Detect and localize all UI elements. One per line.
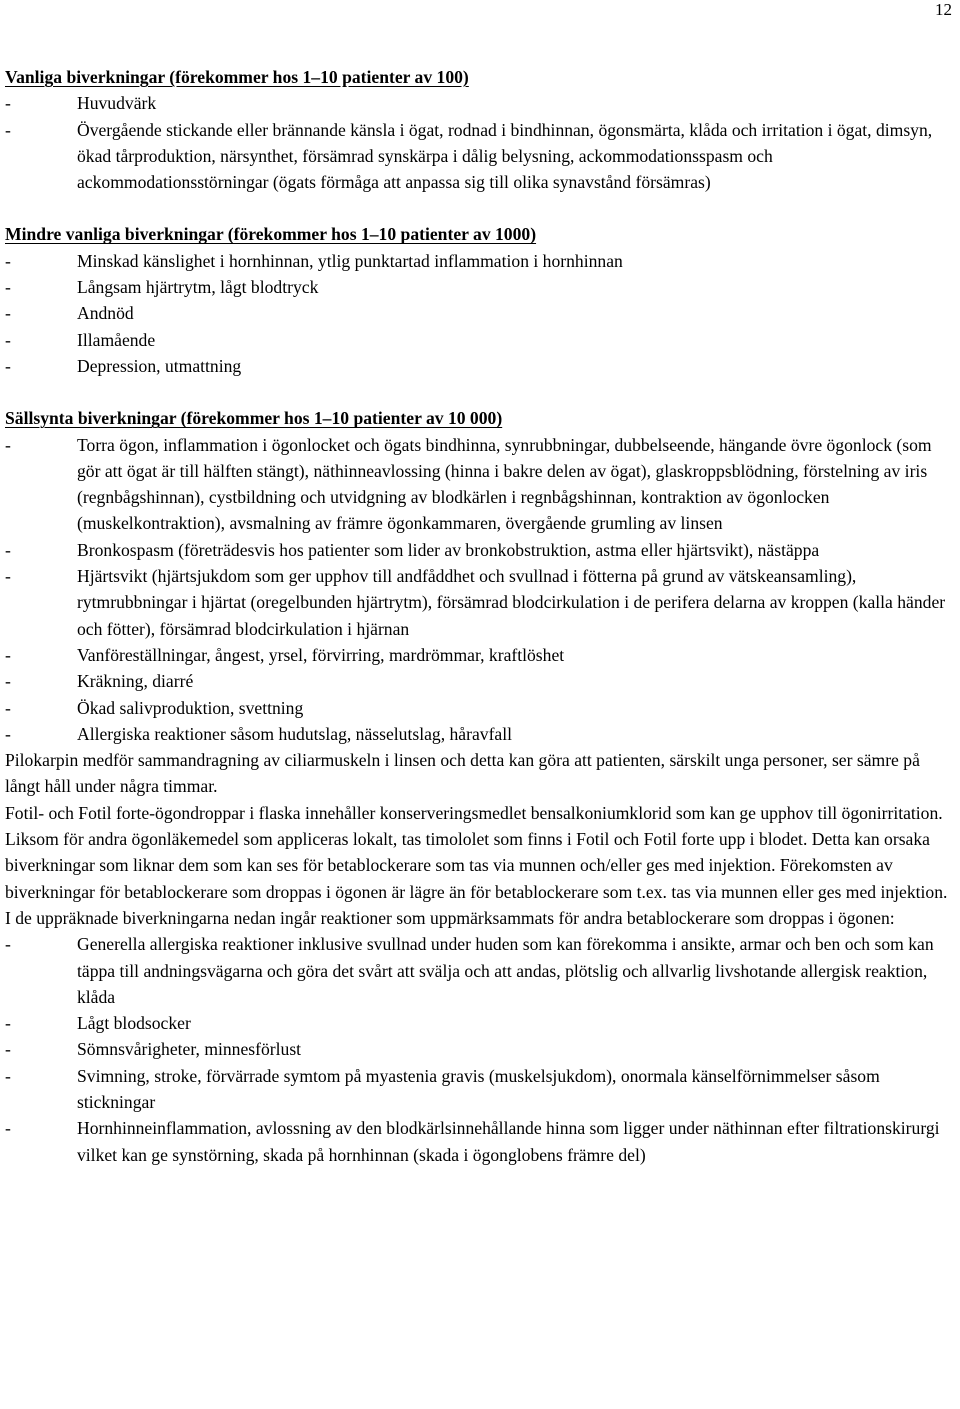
side-effect-list xyxy=(5,432,951,748)
list-item: - Minskad känslighet i hornhinnan, ytlig punktartad inflammation i hornhinnan xyxy=(5,248,951,274)
list-item: - Allergiska reaktioner såsom hudutslag, nässelutslag, håravfall xyxy=(5,721,951,747)
list-item: - Torra ögon, inflammation i ögonlocket och ögats bindhinna, synrubbningar, dubbelseende, hängande övre ögonlock (som gör att ögat är till hälften stängt), näthinneavlossing (hinna i bakre delen av ögat), glaskroppsblödning, förstelning av iris (regnbågshinnan), cystbildning och utvidgning av blodkärlen i regnbågshinnan, kontraktion av ögonlocken (muskelkontraktion), avsmalning av främre ögonkammaren, övergående grumling av linsen xyxy=(5,432,951,537)
list-item: - Bronkospasm (företrädesvis hos patienter som lider av bronkobstruktion, astma eller hjärtsvikt), nästäppa xyxy=(5,537,951,563)
list-item: - Vanföreställningar, ångest, yrsel, förvirring, mardrömmar, kraftlöshet xyxy=(5,642,951,668)
list-item: - Svimning, stroke, förvärrade symtom på myastenia gravis (muskelsjukdom), onormala känselförnimmelser såsom stickningar xyxy=(5,1063,951,1116)
section-uncommon-side-effects xyxy=(5,221,951,379)
section-common-side-effects xyxy=(5,64,951,195)
list-item: - Övergående stickande eller brännande känsla i ögat, rodnad i bindhinnan, ögonsmärta, klåda och irritation i ögat, dimsyn, ökad tårproduktion, närsynthet, försämrad synskärpa i dålig belysning, ackommodationsspasm och ackommodationsstörningar (ögats förmåga att anpassa sig till olika synavstånd försämras) xyxy=(5,117,951,196)
list-item: - Generella allergiska reaktioner inklusive svullnad under huden som kan förekomma i ansikte, armar och ben och som kan täppa till andningsvägarna och göra det svårt att svälja och att andas, plötslig och allvarlig livshotande allergisk reaktion, klåda xyxy=(5,931,951,1010)
section-heading: Vanliga biverkningar (förekommer hos 1–10 patienter av 100) xyxy=(5,67,469,87)
section-rare-side-effects xyxy=(5,405,951,747)
list-item: - Långsam hjärtrytm, lågt blodtryck xyxy=(5,274,951,300)
section-heading: Mindre vanliga biverkningar (förekommer hos 1–10 patienter av 1000) xyxy=(5,224,537,245)
betablocker-side-effect-list xyxy=(5,931,951,1168)
list-item: - Hjärtsvikt (hjärtsjukdom som ger upphov till andfåddhet och svullnad i fötterna på grund av vätskeansamling), rytmrubbningar i hjärtat (oregelbunden hjärtrytm), försämrad blodcirkulation i de perifera delarna av kroppen (kalla händer och fötter), försämrad blodcirkulation i hjärnan xyxy=(5,563,951,642)
document-body xyxy=(5,64,951,1168)
list-item: - Huvudvärk xyxy=(5,90,951,116)
list-item: - Illamående xyxy=(5,327,951,353)
list-item: - Andnöd xyxy=(5,300,951,326)
paragraph-betablocker: Liksom för andra ögonläkemedel som appliceras lokalt, tas timololet som finns i Fotil och Fotil forte upp i blodet. Detta kan orsaka biverkningar som liknar dem som kan ses för betablockerare som tas via munnen och/eller ges med injektion. Förekomsten av biverkningar för betablockerare som droppas i ögonen är lägre än för betablockerare som t.ex. tas via munnen eller ges med injektion. I de uppräknade biverkningarna nedan ingår reaktioner som uppmärksammats för andra betablockerare som droppas i ögonen: xyxy=(5,829,948,928)
list-item: - Lågt blodsocker xyxy=(5,1010,951,1036)
page-number: 12 xyxy=(935,0,952,19)
paragraph-pilokarpin: Pilokarpin medför sammandragning av ciliarmuskeln i linsen och detta kan göra att patienten, särskilt unga personer, ser sämre på långt håll under några timmar. xyxy=(5,750,920,797)
section-heading: Sällsynta biverkningar (förekommer hos 1–10 patienter av 10 000) xyxy=(5,408,503,429)
list-item: - Depression, utmattning xyxy=(5,353,951,379)
list-item: - Kräkning, diarré xyxy=(5,668,951,694)
side-effect-list xyxy=(5,90,951,195)
list-item: - Sömnsvårigheter, minnesförlust xyxy=(5,1036,951,1062)
side-effect-list xyxy=(5,248,951,379)
list-item: - Ökad salivproduktion, svettning xyxy=(5,695,951,721)
list-item: - Hornhinneinflammation, avlossning av den blodkärlsinnehållande hinna som ligger under näthinnan efter filtrationskirurgi vilket kan ge synstörning, skada på hornhinnan (skada i ögonglobens främre del) xyxy=(5,1115,951,1168)
paragraph-preservative: Fotil- och Fotil forte-ögondroppar i flaska innehåller konserveringsmedlet bensalkoniumklorid som kan ge upphov till ögonirritation. xyxy=(5,802,943,823)
